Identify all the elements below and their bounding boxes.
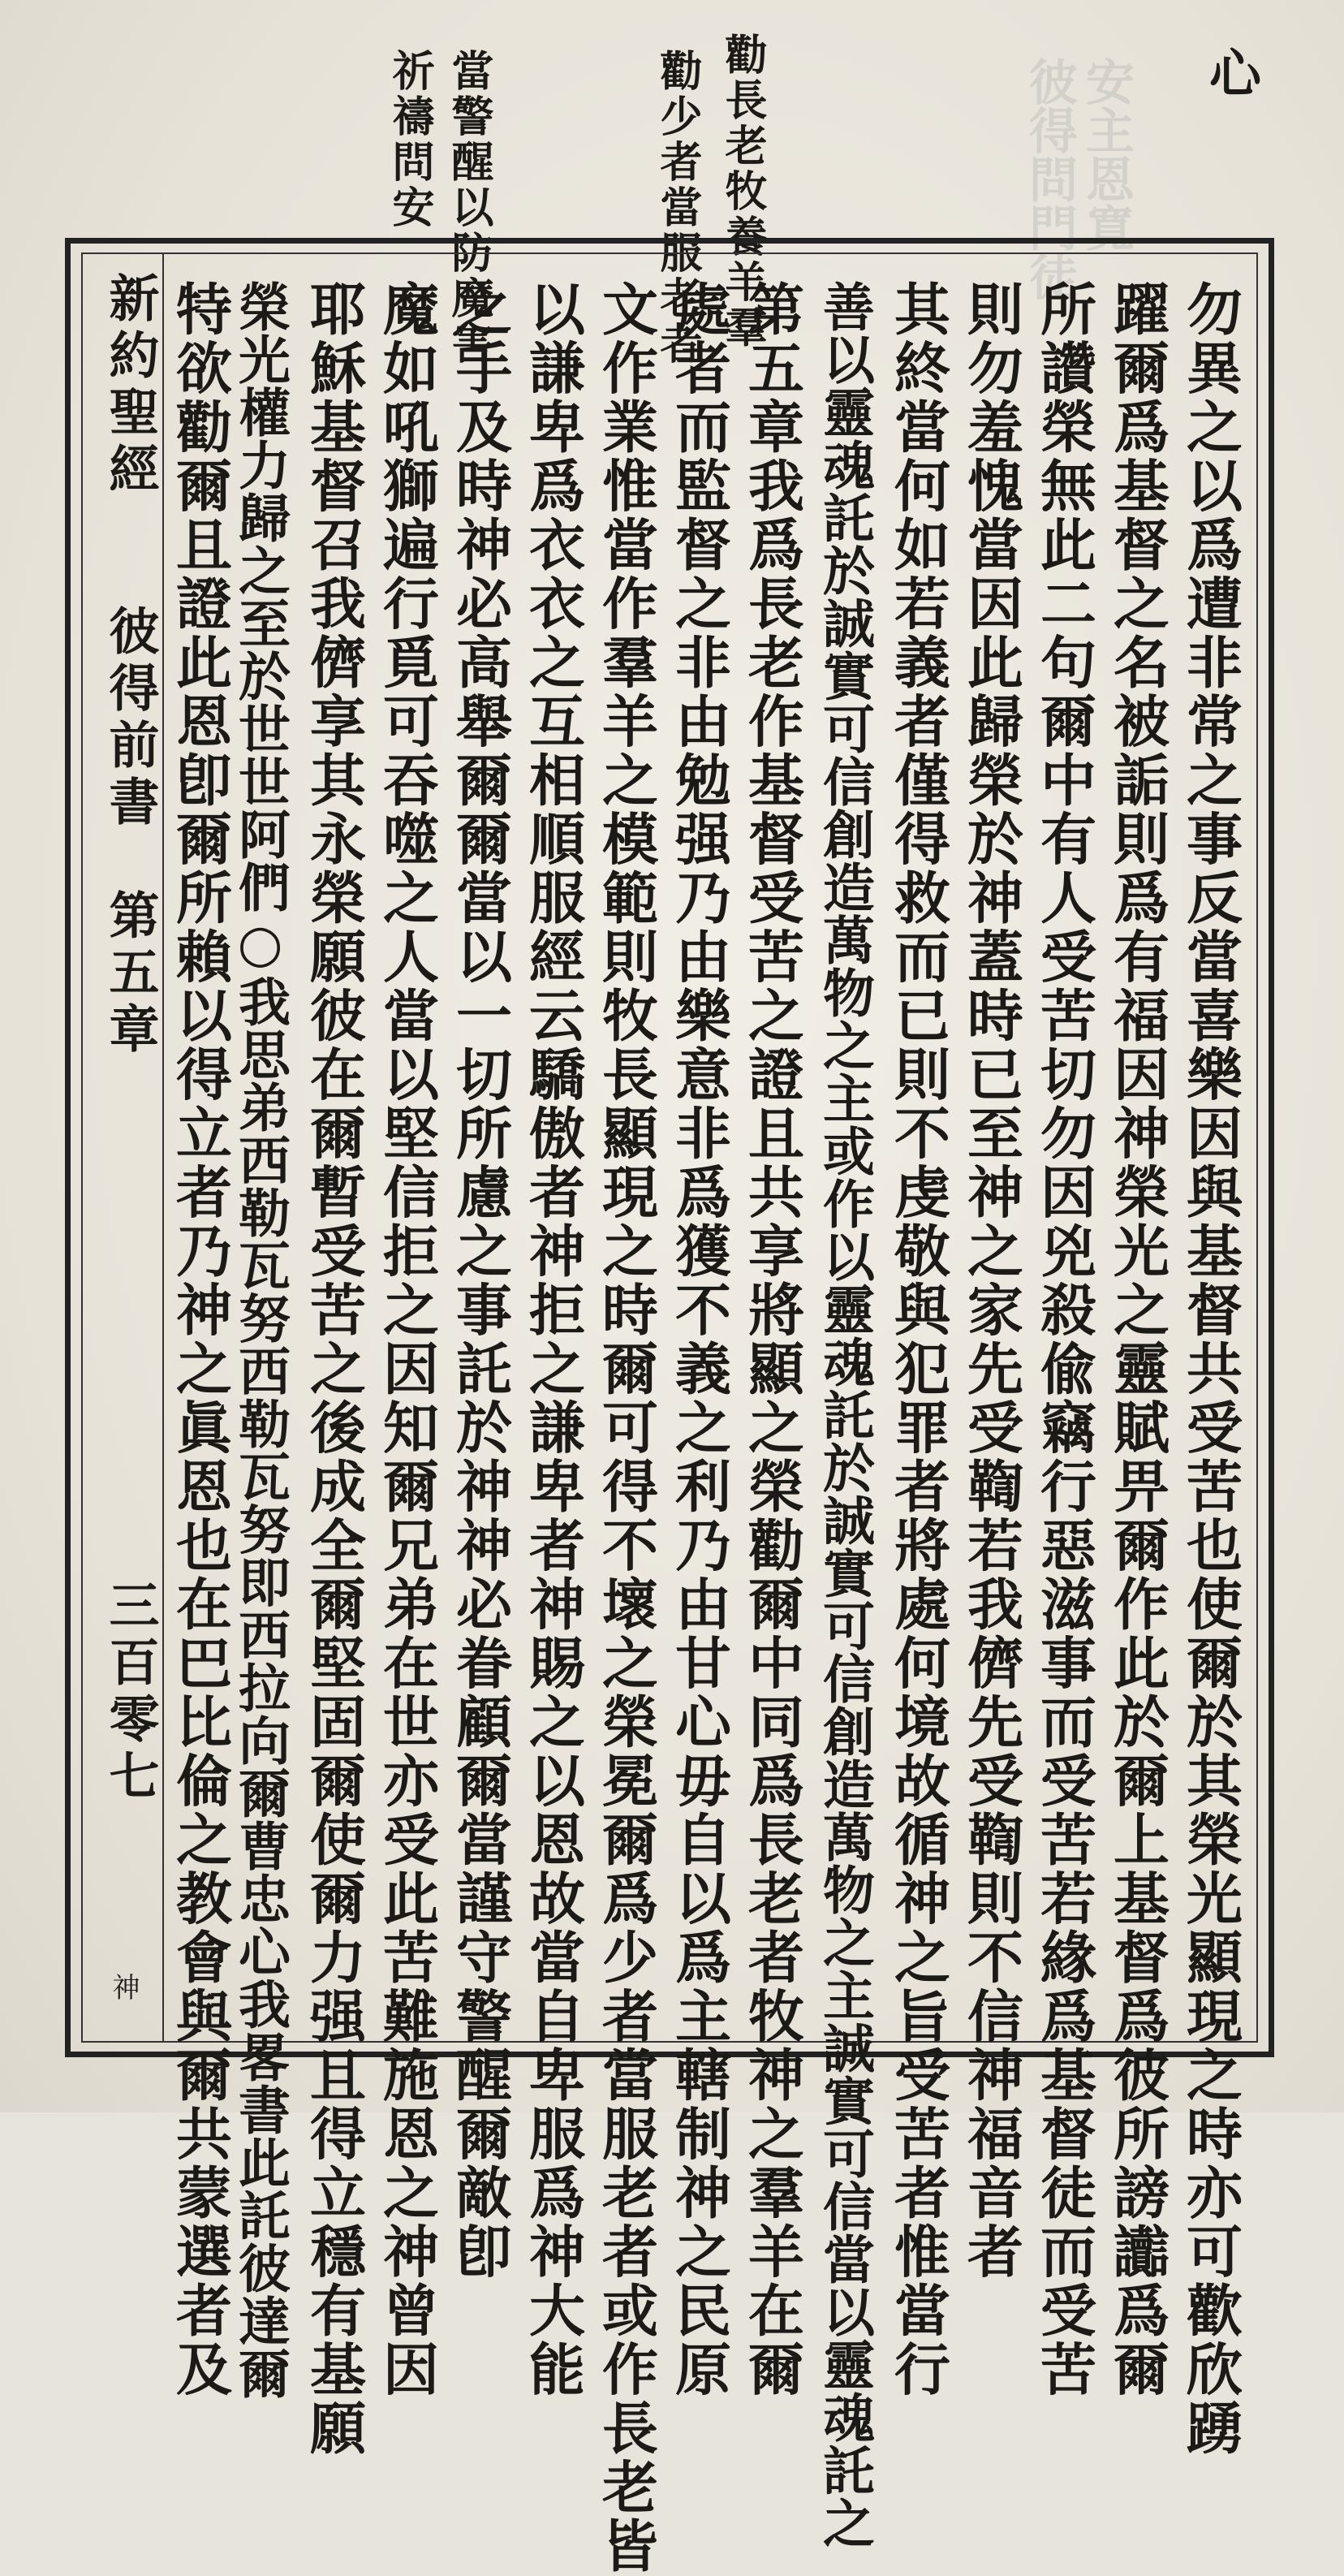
chapter-reference: 彼得前書 第五章 (101, 605, 160, 1059)
side-note-1: 勸長老牧養羊羣 (717, 32, 767, 351)
corner-mark: 心 (1209, 44, 1261, 105)
footer-mark: 神 (107, 1973, 140, 2000)
side-note-2: 勸少者當服老者 (653, 49, 702, 367)
text-column-1: 勿異之以爲遭非常之事反當喜樂因與基督共受苦也使爾於其榮光顯現之時亦可歡欣踴 (1177, 280, 1243, 2458)
text-column-5: 其終當何如若義者僅得救而已則不虔敬與犯罪者將處何境故循神之旨受苦者惟當行 (885, 280, 950, 2399)
side-note-3: 當警醒以防魔害 (444, 49, 493, 367)
side-note-4: 祈禱問安 (385, 49, 434, 231)
text-column-8: 處者而監督之非由勉强乃由樂意非爲獲不義之利乃由甘心毋自以爲主轄制神之民原 (666, 280, 731, 2399)
bleed-through-text: 彼得問門徒 (1021, 57, 1078, 300)
text-column-3: 所讚榮無此二句爾中有人受苦切勿因兇殺偸竊行惡滋事而受苦若緣爲基督徒而受苦 (1031, 280, 1096, 2399)
book-title: 新約聖經 (101, 272, 160, 499)
text-column-4: 則勿羞愧當因此歸榮於神蓋時已至神之家先受鞫若我儕先受鞫則不信神福音者 (958, 280, 1023, 2281)
text-column-6: 善以靈魂託於誠實可信創造萬物之主或作以靈魂託於誠實可信創造萬物之主誠實可信當以靈魂託之 (814, 280, 875, 2549)
text-column-7-chapter-start: 第五章我爲長老作基督受苦之證且共享將顯之榮勸爾中同爲長老者牧神之羣羊在爾 (739, 280, 804, 2399)
page-number: 三百零七 (101, 1579, 160, 1806)
text-column-11: 之手及時神必高舉爾爾當以一切所慮之事託於神神必眷顧爾當謹守警醒爾敵卽 (446, 280, 512, 2281)
text-column-10: 以謙卑爲衣衣之互相順服經云驕傲者神拒之謙卑者神賜之以恩故當自卑服爲神大能 (519, 280, 585, 2399)
text-column-2: 躍爾爲基督之名被詬則爲有福因神榮光之靈賦畀爾作此於爾上基督爲彼所謗讟爲爾 (1104, 280, 1170, 2399)
text-column-13: 耶穌基督召我儕享其永榮願彼在爾暫受苦之後成全爾堅固爾使爾力强且得立穩有基願 (300, 280, 366, 2458)
text-column-12: 魔如吼獅遍行覓可吞噬之人當以堅信拒之因知爾兄弟在世亦受此苦難施恩之神曾因 (373, 280, 439, 2399)
text-column-15: 特欲勸爾且證此恩卽爾所賴以得立者乃神之眞恩也在巴比倫之教會與爾共蒙選者及 (166, 280, 232, 2399)
bleed-through-text: 安主恩寬 (1078, 57, 1135, 252)
text-column-9: 文作業惟當作羣羊之模範則牧長顯現之時爾可得不壞之榮冕爾爲少者當服老者或作長老皆 (592, 280, 658, 2576)
text-column-14: 榮光權力歸之至於世世阿們○我思弟西勒瓦努西勒瓦努即西拉向爾曹忠心我畧書此託彼達爾 (230, 280, 291, 2400)
